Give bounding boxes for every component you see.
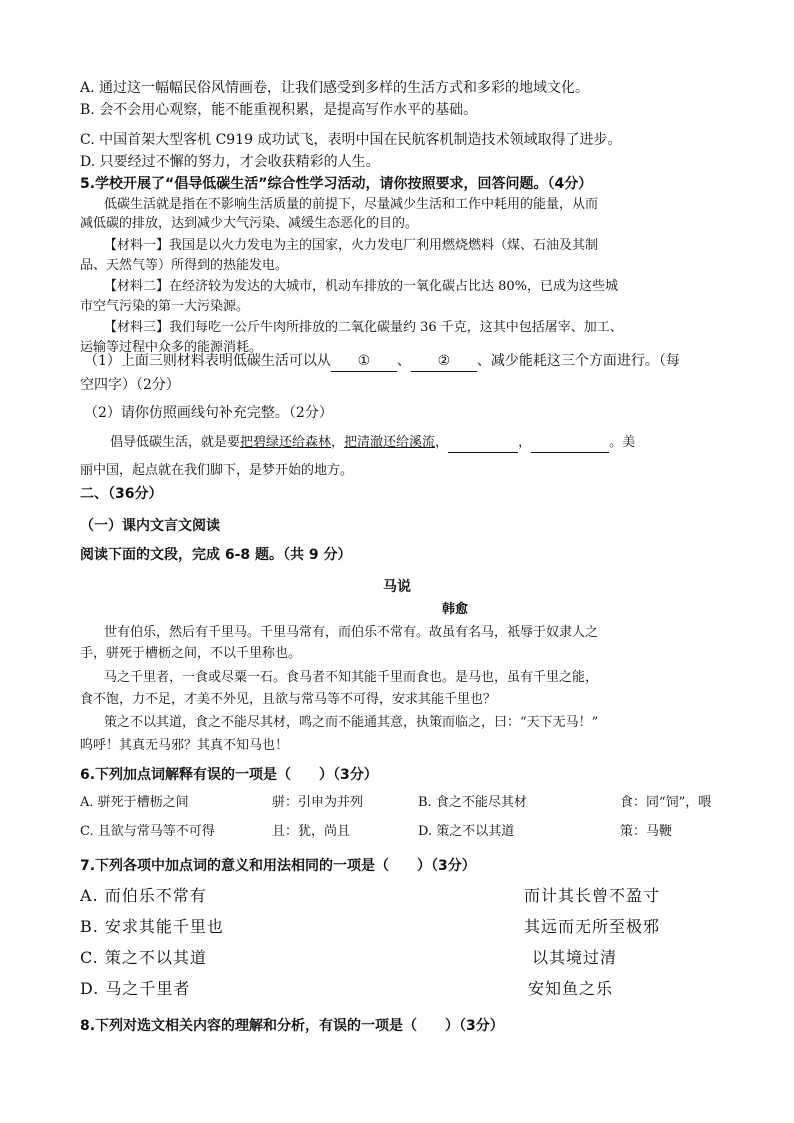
passage-paragraph3-line2: 呜呼！其真无马邪？其真不知马也！: [80, 738, 289, 753]
q5-sub1-continued: 空四字）（2分）: [80, 377, 180, 393]
q7-option-c-left: C. 策之不以其道: [80, 948, 207, 967]
q6-option-d-explanation: 策：马鞭: [620, 824, 673, 839]
passage-paragraph1-line1: 世有伯乐，然后有千里马。千里马常有，而伯乐不常有。故虽有名马，祇辱于奴隶人之: [104, 625, 599, 640]
underlined-phrase-2: 把清澈还给溪流: [344, 435, 436, 450]
q5-material2-line2: 市空气污染的第一大污染源。: [80, 299, 250, 314]
q6-option-b-explanation: 食：同“饲”，喂: [620, 795, 712, 810]
q4-option-a: A. 通过这一幅幅民俗风情画卷，让我们感受到多样的生活方式和多彩的地域文化。: [80, 80, 590, 96]
q5-stem: 5.学校开展了“倡导低碳生活”综合性学习活动，请你按照要求，回答问题。（4分）: [80, 176, 593, 192]
passage-author: 韩愈: [441, 602, 468, 617]
q5-example: [110, 433, 635, 453]
passage-paragraph1-line2: 手，骈死于槽枥之间，不以千里称也。: [80, 646, 302, 661]
q5-sub1: [84, 351, 680, 372]
q7-option-d-left: D. 马之千里者: [80, 979, 191, 998]
q6-option-a-explanation: 骈：引申为并列: [272, 795, 364, 810]
q4-option-d: D. 只要经过不懈的努力，才会收获精彩的人生。: [80, 154, 380, 170]
q6-option-d: D. 策之不以其道: [418, 824, 515, 839]
q5-sub1-separator: 、: [396, 353, 411, 369]
underlined-phrase-1: 把碧绿还给森林: [240, 435, 332, 450]
section-two-instructions: 阅读下面的文段，完成 6-8 题。（共 9 分）: [80, 547, 352, 563]
q7-option-a-right: 而计其长曾不盈寸: [524, 886, 661, 905]
passage-paragraph2-line2: 食不饱，力不足，才美不外见，且欲与常马等不可得，安求其能千里也？: [80, 692, 497, 707]
q7-option-a-left: A. 而伯乐不常有: [80, 886, 207, 905]
section-two-title: 二、（36分）: [80, 486, 163, 502]
section-two-subtitle: （一）课内文言文阅读: [80, 518, 220, 534]
q6-option-c-explanation: 且：犹，尚且: [272, 824, 351, 839]
answer-blank-2[interactable]: ②: [411, 351, 477, 372]
q7-option-d-right: 安知鱼之乐: [528, 979, 614, 998]
q5-example-continued: 丽中国，起点就在我们脚下，是梦开始的地方。: [80, 463, 354, 478]
q6-option-c: C. 且欲与常马等不可得: [80, 824, 215, 839]
passage-paragraph3-line1: 策之不以其道，食之不能尽其材，鸣之而不能通其意，执策而临之，曰：“天下无马！”: [104, 715, 599, 730]
q7-option-b-left: B. 安求其能千里也: [80, 917, 224, 936]
passage-paragraph2-line1: 马之千里者，一食或尽粟一石。食马者不知其能千里而食也。是马也，虽有千里之能，: [104, 670, 599, 685]
q5-material3-line1: 【材料三】我们每吃一公斤牛肉所排放的二氧化碳量约 36 千克，这其中包括屠宰、加工、: [104, 320, 623, 335]
q5-example-separator-2: ，: [435, 435, 449, 450]
answer-blank-1[interactable]: ①: [331, 351, 397, 372]
q5-material2-line1: 【材料二】在经济较为发达的大城市，机动车排放的一氧化碳占比达 80%，已成为这些城: [104, 279, 619, 294]
q5-example-separator-3: ，: [518, 435, 532, 450]
q5-material1-line2: 品、天然气等）所得到的热能发电。: [80, 258, 289, 273]
answer-blank-4[interactable]: [531, 438, 609, 453]
q4-option-c: C. 中国首架大型客机 C919 成功试飞，表明中国在民航客机制造技术领域取得了进步。: [80, 132, 622, 148]
q5-example-suffix: 。美: [609, 435, 636, 450]
q5-material1-line1: 【材料一】我国是以火力发电为主的国家，火力发电厂利用燃烧燃料（煤、石油及其制: [104, 238, 599, 253]
q7-option-b-right: 其远而无所至极邪: [524, 917, 661, 936]
q7-option-c-right: 以其境过清: [532, 948, 618, 967]
q4-option-b: B. 会不会用心观察，能不能重视积累，是提高写作水平的基础。: [80, 102, 478, 118]
q7-stem: 7.下列各项中加点词的意义和用法相同的一项是（ ）（3分）: [80, 858, 476, 874]
q5-example-prefix: 倡导低碳生活，就是要: [110, 435, 241, 450]
q6-option-a: A. 骈死于槽枥之间: [80, 795, 189, 810]
q5-intro-line2: 减低碳的排放，达到减少大气污染、减缓生态恶化的目的。: [80, 216, 419, 231]
q5-material3-line2: 运输等过程中众多的能源消耗。: [80, 340, 263, 355]
q6-stem: 6.下列加点词解释有误的一项是（ ）（3分）: [80, 767, 378, 783]
answer-blank-3[interactable]: [448, 438, 518, 453]
q5-intro-line1: 低碳生活就是指在不影响生活质量的前提下，尽量减少生活和工作中耗用的能量，从而: [104, 197, 599, 212]
q5-sub1-suffix: 、减少能耗这三个方面进行。（每: [476, 353, 680, 369]
q6-option-b: B. 食之不能尽其材: [418, 795, 527, 810]
q8-stem: 8.下列对选文相关内容的理解和分析，有误的一项是（ ）（3分）: [80, 1018, 504, 1034]
passage-title: 马说: [383, 579, 411, 595]
q5-sub1-prefix: （1）上面三则材料表明低碳生活可以从: [84, 353, 331, 369]
q5-example-separator: ，: [331, 435, 345, 450]
q5-sub2: （2）请你仿照画线句补充完整。（2分）: [84, 405, 333, 421]
